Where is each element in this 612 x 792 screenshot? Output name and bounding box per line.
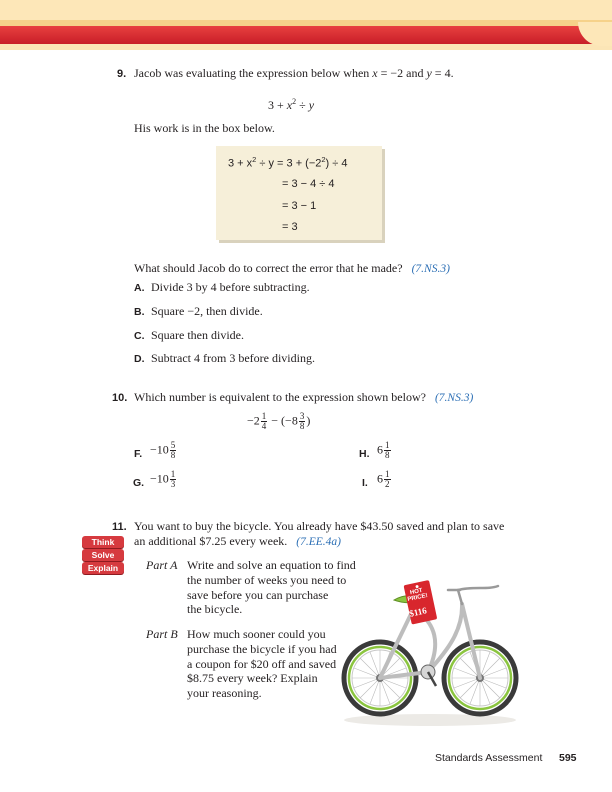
q10-h-frac bbox=[384, 441, 391, 460]
work-line-3: = 3 − 1 bbox=[282, 200, 317, 212]
footer-section: Standards Assessment bbox=[435, 752, 543, 764]
think-badge: Think bbox=[82, 536, 124, 548]
q10-question bbox=[134, 390, 473, 406]
part-a-label: Part A bbox=[146, 558, 178, 572]
work-line-1 bbox=[228, 155, 347, 170]
q10-i-den: 2 bbox=[385, 479, 390, 489]
q9-option-d-text: Subtract 4 from 3 before dividing. bbox=[151, 351, 315, 365]
solve-badge: Solve bbox=[82, 549, 124, 561]
q11-standard: (7.EE.4a) bbox=[296, 536, 341, 548]
q10-g-frac bbox=[170, 470, 177, 489]
q9-question bbox=[134, 261, 450, 277]
q9-prompt-b: = −2 and bbox=[377, 66, 427, 80]
q10-f-whole: −10 bbox=[150, 442, 169, 457]
q10-i-frac bbox=[384, 470, 391, 489]
q9-prompt bbox=[134, 66, 454, 81]
q10-option-i-value bbox=[377, 470, 392, 489]
q9-expression bbox=[268, 94, 314, 113]
header-band-cap bbox=[578, 22, 612, 46]
bicycle-image bbox=[338, 560, 520, 728]
q10-option-h-letter: H. bbox=[359, 448, 370, 460]
part-a-line-3: save before you can purchase bbox=[187, 588, 329, 602]
price-tag-price: $116 bbox=[408, 605, 428, 619]
q9-standard: (7.NS.3) bbox=[411, 263, 450, 275]
q10-question-text: Which number is equivalent to the expression shown below? bbox=[134, 390, 426, 404]
q9-option-a-letter: A. bbox=[134, 282, 145, 294]
q9-prompt-y: y bbox=[426, 66, 432, 80]
q10-expression bbox=[247, 412, 310, 431]
q10-expr-num1: 1 bbox=[261, 411, 267, 421]
q10-expr-frac2 bbox=[299, 412, 306, 431]
part-b-label: Part B bbox=[146, 627, 178, 641]
q10-i-num: 1 bbox=[385, 469, 390, 479]
q9-expr-b: ÷ bbox=[296, 98, 309, 112]
q10-expr-num2: 3 bbox=[299, 411, 305, 421]
part-a-line-4: the bicycle. bbox=[187, 602, 243, 616]
bike-handlebar bbox=[448, 586, 498, 604]
work-line-1-c: ) ÷ 4 bbox=[325, 157, 348, 170]
q11-line1: You want to buy the bicycle. You already have $43.50 saved and plan to save bbox=[134, 519, 505, 533]
q10-g-num: 1 bbox=[170, 469, 176, 479]
work-line-1-exp2: 2 bbox=[321, 155, 326, 164]
work-line-1-a: 3 + x bbox=[228, 157, 253, 170]
q10-h-num: 1 bbox=[385, 440, 390, 450]
q10-option-h-value bbox=[377, 441, 392, 460]
q10-option-g-letter: G. bbox=[133, 477, 145, 489]
part-a-line-1: Write and solve an equation to find bbox=[187, 558, 356, 572]
q9-option-b-text: Square −2, then divide. bbox=[151, 304, 263, 318]
part-b-line-3: a coupon for $20 off and saved bbox=[187, 657, 337, 671]
part-b-line-2: purchase the bicycle if you had bbox=[187, 642, 337, 656]
q9-work-intro: His work is in the box below. bbox=[134, 121, 275, 135]
q9-prompt-c: = 4. bbox=[431, 66, 454, 80]
q9-option-a-text: Divide 3 by 4 before subtracting. bbox=[151, 280, 310, 294]
q9-expr-exp: 2 bbox=[292, 97, 297, 106]
q10-expr-mid: − (−8 bbox=[268, 413, 298, 428]
header-band bbox=[0, 0, 612, 50]
explain-badge: Explain bbox=[82, 562, 124, 574]
q11-line2-text: an additional $7.25 every week. bbox=[134, 534, 288, 548]
q10-expr-den2: 8 bbox=[299, 421, 305, 431]
q9-number: 9. bbox=[117, 68, 127, 80]
q10-h-den: 8 bbox=[385, 450, 390, 460]
part-b-line-1: How much sooner could you bbox=[187, 627, 326, 641]
part-b-line-5: your reasoning. bbox=[187, 686, 262, 700]
q10-f-den: 8 bbox=[170, 450, 176, 460]
q10-i-whole: 6 bbox=[377, 471, 383, 486]
q9-prompt-a: Jacob was evaluating the expression below when bbox=[134, 66, 373, 80]
q10-number: 10. bbox=[112, 392, 128, 404]
q9-option-d-letter: D. bbox=[134, 353, 145, 365]
q9-question-text: What should Jacob do to correct the error that he made? bbox=[134, 261, 403, 275]
q9-expr-x: x bbox=[286, 98, 293, 112]
q10-h-whole: 6 bbox=[377, 442, 383, 457]
work-line-4: = 3 bbox=[282, 221, 298, 233]
q10-option-i-letter: I. bbox=[362, 477, 368, 489]
q9-expr-y: y bbox=[308, 98, 315, 112]
part-a-line-2: the number of weeks you need to bbox=[187, 573, 347, 587]
price-tag-header: HOT PRICE! bbox=[407, 587, 429, 603]
q10-option-g-value bbox=[150, 470, 177, 489]
q9-work-box bbox=[216, 146, 382, 240]
q9-option-c-text: Square then divide. bbox=[151, 328, 244, 342]
q10-expr-end: ) bbox=[306, 413, 311, 428]
q10-option-f-value bbox=[150, 441, 177, 460]
footer-page-number: 595 bbox=[559, 752, 577, 764]
work-line-1-exp: 2 bbox=[252, 155, 257, 164]
q11-number: 11. bbox=[112, 521, 127, 533]
q11-line2 bbox=[134, 534, 341, 550]
q10-g-whole: −10 bbox=[150, 471, 169, 486]
q10-option-f-letter: F. bbox=[134, 448, 143, 460]
bike-shadow bbox=[344, 714, 516, 726]
q9-prompt-x: x bbox=[372, 66, 378, 80]
q10-f-frac bbox=[170, 441, 177, 460]
q10-standard: (7.NS.3) bbox=[434, 392, 474, 404]
work-line-2: = 3 − 4 ÷ 4 bbox=[282, 178, 335, 190]
q9-option-b-letter: B. bbox=[134, 306, 145, 318]
q10-expr-whole1: −2 bbox=[247, 413, 260, 428]
q10-expr-den1: 4 bbox=[261, 421, 267, 431]
part-b-line-4: $8.75 every week? Explain bbox=[187, 671, 318, 685]
q9-expr-a: 3 + bbox=[268, 98, 287, 112]
q10-expr-frac1 bbox=[261, 412, 268, 431]
q10-f-num: 5 bbox=[170, 440, 176, 450]
q10-g-den: 3 bbox=[170, 479, 176, 489]
work-line-1-b: ÷ y = 3 + (−2 bbox=[256, 157, 322, 170]
q9-option-c-letter: C. bbox=[134, 330, 145, 342]
